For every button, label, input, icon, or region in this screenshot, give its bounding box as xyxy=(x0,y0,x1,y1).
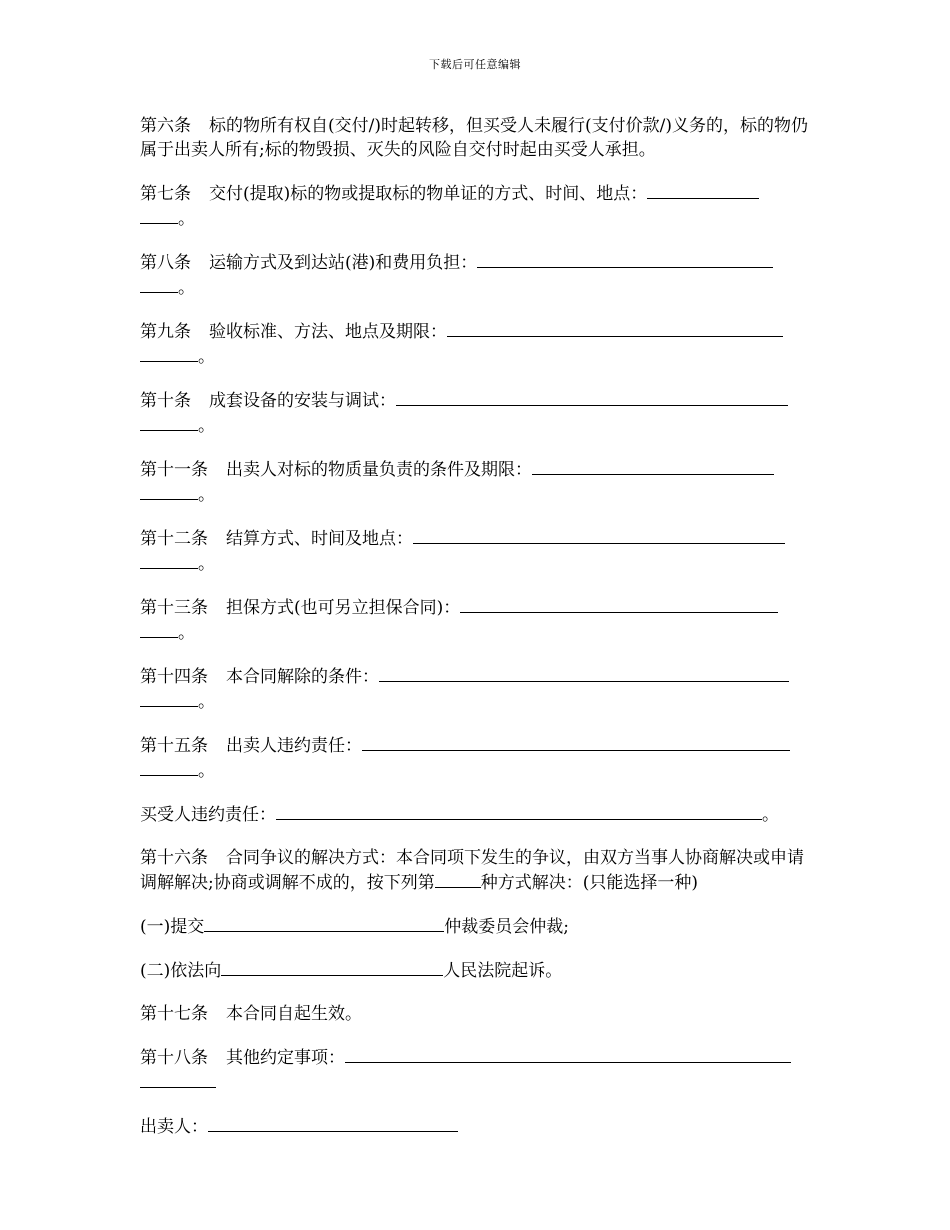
clause-13 xyxy=(140,595,812,645)
clause-end: 。 xyxy=(198,347,215,367)
blank-field[interactable] xyxy=(140,275,178,293)
clause-end: 。 xyxy=(198,761,215,781)
clause-text: 合同争议的解决方式：本合同项下发生的争议，由双方当事人协商解决或申请调解解决;协商或调解不成的，按下列第 xyxy=(140,848,804,893)
blank-field[interactable] xyxy=(140,206,178,224)
clause-text: 其他约定事项： xyxy=(226,1048,345,1068)
blank-field[interactable] xyxy=(140,689,198,707)
clause-number: 第十三条 xyxy=(140,598,208,618)
clause-text: 本合同自起生效。 xyxy=(226,1004,362,1024)
blank-field[interactable] xyxy=(532,457,774,475)
clause-number: 第七条 xyxy=(140,184,191,204)
clause-end: 。 xyxy=(178,278,195,298)
clause-text: 交付(提取)标的物或提取标的物单证的方式、时间、地点： xyxy=(209,184,648,204)
clause-number: 第八条 xyxy=(140,253,191,273)
clause-text: 运输方式及到达站(港)和费用负担： xyxy=(209,253,478,273)
clause-text: 标的物所有权自(交付/)时起转移，但买受人未履行(支付价款/)义务的，标的物仍属于出卖人所有;标的物毁损、灭失的风险自交付时起由买受人承担。 xyxy=(140,116,808,160)
blank-field[interactable] xyxy=(140,758,198,776)
clause-end: 。 xyxy=(198,554,215,574)
signature-label: 出卖人： xyxy=(140,1117,208,1137)
option-court xyxy=(140,958,812,983)
blank-field[interactable] xyxy=(379,664,789,682)
clause-text: 买受人违约责任： xyxy=(140,805,276,825)
blank-field[interactable] xyxy=(460,595,778,613)
clause-17 xyxy=(140,1002,812,1026)
clause-11 xyxy=(140,457,812,507)
clause-number: 第六条 xyxy=(140,116,191,136)
clause-end: 。 xyxy=(178,623,195,643)
blank-field[interactable] xyxy=(435,870,481,888)
blank-field[interactable] xyxy=(362,733,790,751)
blank-field[interactable] xyxy=(221,958,443,976)
blank-field[interactable] xyxy=(396,388,788,406)
blank-field[interactable] xyxy=(140,482,198,500)
page-header: 下载后可任意编辑 xyxy=(429,58,521,71)
clause-12 xyxy=(140,526,812,576)
contract-body xyxy=(140,114,812,1158)
clause-number: 第十八条 xyxy=(140,1048,208,1068)
clause-end: 。 xyxy=(198,485,215,505)
clause-end: 。 xyxy=(198,692,215,712)
clause-6 xyxy=(140,114,812,162)
option-text: (二)依法向 xyxy=(140,961,222,981)
blank-field[interactable] xyxy=(413,526,785,544)
blank-field[interactable] xyxy=(140,413,198,431)
clause-end: 。 xyxy=(198,416,215,436)
clause-number: 第十七条 xyxy=(140,1004,208,1024)
clause-9 xyxy=(140,319,812,369)
clause-text: 担保方式(也可另立担保合同)： xyxy=(226,598,461,618)
clause-number: 第十条 xyxy=(140,391,191,411)
blank-field[interactable] xyxy=(140,620,178,638)
clause-text: 出卖人违约责任： xyxy=(226,736,362,756)
clause-number: 第十一条 xyxy=(140,460,208,480)
clause-text: 本合同解除的条件： xyxy=(226,667,379,687)
clause-number: 第九条 xyxy=(140,322,191,342)
clause-number: 第十六条 xyxy=(140,848,208,868)
blank-field[interactable] xyxy=(140,344,198,362)
clause-text: 成套设备的安装与调试： xyxy=(209,391,396,411)
blank-field[interactable] xyxy=(477,250,773,268)
clause-end: 。 xyxy=(178,209,195,229)
clause-16 xyxy=(140,846,812,895)
clause-number: 第十二条 xyxy=(140,529,208,549)
blank-field[interactable] xyxy=(647,181,759,199)
clause-10 xyxy=(140,388,812,438)
seller-signature xyxy=(140,1114,812,1139)
option-text: (一)提交 xyxy=(140,917,205,937)
option-text: 仲裁委员会仲裁; xyxy=(444,917,569,937)
clause-15 xyxy=(140,733,812,783)
clause-end: 。 xyxy=(762,805,779,825)
blank-field[interactable] xyxy=(204,914,444,932)
clause-text: 出卖人对标的物质量负责的条件及期限： xyxy=(226,460,532,480)
blank-field[interactable] xyxy=(447,319,783,337)
clause-8 xyxy=(140,250,812,300)
blank-field[interactable] xyxy=(140,1070,216,1088)
blank-field[interactable] xyxy=(276,802,762,820)
clause-7 xyxy=(140,181,812,231)
clause-text: 结算方式、时间及地点： xyxy=(226,529,413,549)
clause-text: 验收标准、方法、地点及期限： xyxy=(209,322,447,342)
option-text: 人民法院起诉。 xyxy=(443,961,563,981)
clause-18 xyxy=(140,1045,812,1095)
buyer-liability xyxy=(140,802,812,827)
blank-field[interactable] xyxy=(345,1045,791,1063)
option-arbitration xyxy=(140,914,812,939)
blank-field[interactable] xyxy=(140,551,198,569)
clause-text: 种方式解决：(只能选择一种) xyxy=(480,873,698,893)
blank-field[interactable] xyxy=(208,1114,458,1132)
clause-14 xyxy=(140,664,812,714)
clause-number: 第十五条 xyxy=(140,736,208,756)
clause-number: 第十四条 xyxy=(140,667,208,687)
